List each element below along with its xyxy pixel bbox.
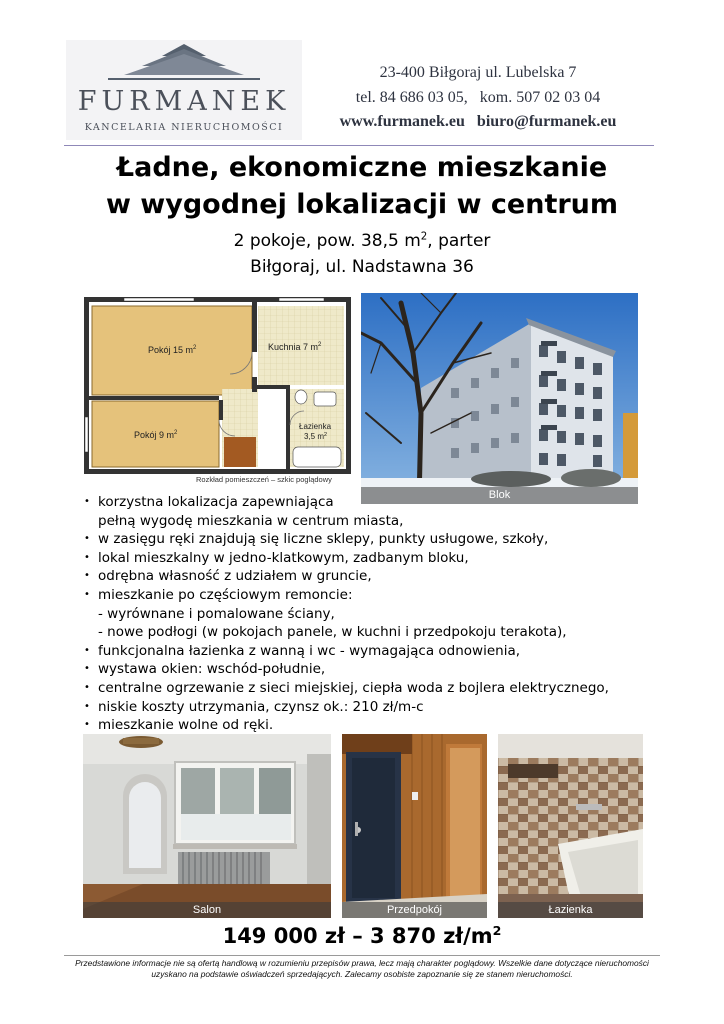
plan-label-room-9: Pokój 9 $m^2$	[134, 430, 178, 440]
feature-text: funkcjonalna łazienka z wanną i wc - wymagająca odnowienia,	[98, 642, 521, 659]
bullet-icon: •	[84, 588, 90, 600]
office-phones: tel. 84 686 03 05, kom. 507 02 03 04	[355, 89, 601, 106]
plan-label-bathroom: Łazienka	[299, 422, 332, 431]
listing-rooms-area: 2 pokoje, pow. 38,5 $m^2$, parter	[233, 231, 491, 251]
salon-photo	[83, 734, 331, 918]
bullet-icon: •	[84, 644, 90, 656]
feature-text: w zasięgu ręki znajdują się liczne sklepy, punkty usługowe, szkoły,	[98, 531, 549, 548]
feature-item	[84, 530, 664, 549]
listing-address: Biłgoraj, ul. Nadstawna 36	[250, 257, 474, 277]
office-address: 23-400 Biłgoraj ul. Lubelska 7	[379, 64, 577, 81]
feature-text: niskie koszty utrzymania, czynsz ok.: 210 zł/m-c	[98, 698, 424, 715]
feature-item	[84, 716, 664, 735]
feature-item	[84, 567, 664, 586]
footer-divider	[64, 955, 660, 956]
disclaimer-line1: Przedstawione informacje nie są ofertą handlową w rozumieniu przepisów prawa, lecz mają charakter poglądowy. Wszelkie dane dotyczące nieruchomości	[75, 958, 649, 968]
feature-text: mieszkanie wolne od ręki.	[98, 717, 274, 734]
feature-text: centralne ogrzewanie z sieci miejskiej, ciepła woda z bojlera elektrycznego,	[98, 679, 609, 696]
feature-item	[84, 586, 664, 605]
feature-item	[84, 549, 664, 568]
company-logo	[66, 40, 302, 140]
bullet-icon: •	[84, 663, 90, 675]
feature-item	[84, 660, 664, 679]
bullet-icon: •	[84, 700, 90, 712]
building-photo-caption: Blok	[361, 487, 638, 504]
feature-item	[84, 493, 664, 512]
bathroom-photo	[498, 734, 643, 918]
feature-continuation: - wyrównane i pomalowane ściany,	[98, 605, 335, 622]
plan-label-kitchen: Kuchnia 7 $m^2$	[268, 342, 322, 352]
bullet-icon: •	[84, 551, 90, 563]
feature-item	[84, 679, 664, 698]
logo-name: FURMANEK	[77, 86, 291, 117]
feature-continuation: - nowe podłogi (w pokojach panele, w kuchni i przedpokoju terakota),	[98, 624, 567, 641]
hall-photo-caption: Przedpokój	[342, 902, 487, 918]
listing-title-line2: w wygodnej lokalizacji w centrum	[105, 189, 619, 220]
disclaimer	[60, 958, 664, 979]
bathroom-photo-caption: Łazienka	[498, 902, 643, 918]
feature-continuation: pełną wygodę mieszkania w centrum miasta,	[98, 512, 404, 529]
feature-item	[84, 642, 664, 661]
price: 149 000 zł – 3 870 $zł/m^2$	[222, 923, 502, 948]
features-list	[84, 493, 664, 735]
building-photo	[361, 293, 638, 504]
header-divider	[64, 145, 654, 146]
bullet-icon: •	[84, 719, 90, 731]
plan-label-bathroom-area: 3,5 $m^2$	[304, 432, 328, 441]
feature-item	[84, 698, 664, 717]
floor-plan-caption: Rozkład pomieszczeń – szkic poglądowy	[196, 475, 332, 484]
office-web-email[interactable]: www.furmanek.eu biuro@furmanek.eu	[339, 113, 617, 130]
feature-text: odrębna własność z udziałem w gruncie,	[98, 568, 372, 585]
salon-photo-caption: Salon	[83, 902, 331, 918]
feature-text: mieszkanie po częściowym remoncie:	[98, 586, 353, 603]
logo-subtitle: KANCELARIA NIERUCHOMOŚCI	[84, 122, 284, 133]
plan-label-room-15: Pokój 15 $m^2$	[148, 345, 197, 355]
listing-title-line1: Ładne, ekonomiczne mieszkanie	[116, 152, 608, 183]
bullet-icon: •	[84, 496, 90, 507]
floor-plan	[84, 297, 351, 485]
feature-text: korzystna lokalizacja zapewniająca	[98, 494, 334, 510]
bullet-icon: •	[84, 570, 90, 582]
feature-text: wystawa okien: wschód-południe,	[98, 661, 326, 678]
disclaimer-line2: uzyskano na podstawie oświadczeń sprzedających. Zalecamy osobiste zapoznanie się ze stanem nieruchomości.	[151, 968, 573, 979]
hall-photo	[342, 734, 487, 918]
feature-text: lokal mieszkalny w jedno-klatkowym, zadbanym bloku,	[98, 549, 469, 566]
bullet-icon: •	[84, 681, 90, 693]
bullet-icon: •	[84, 533, 90, 545]
building-logo-icon	[106, 42, 262, 86]
